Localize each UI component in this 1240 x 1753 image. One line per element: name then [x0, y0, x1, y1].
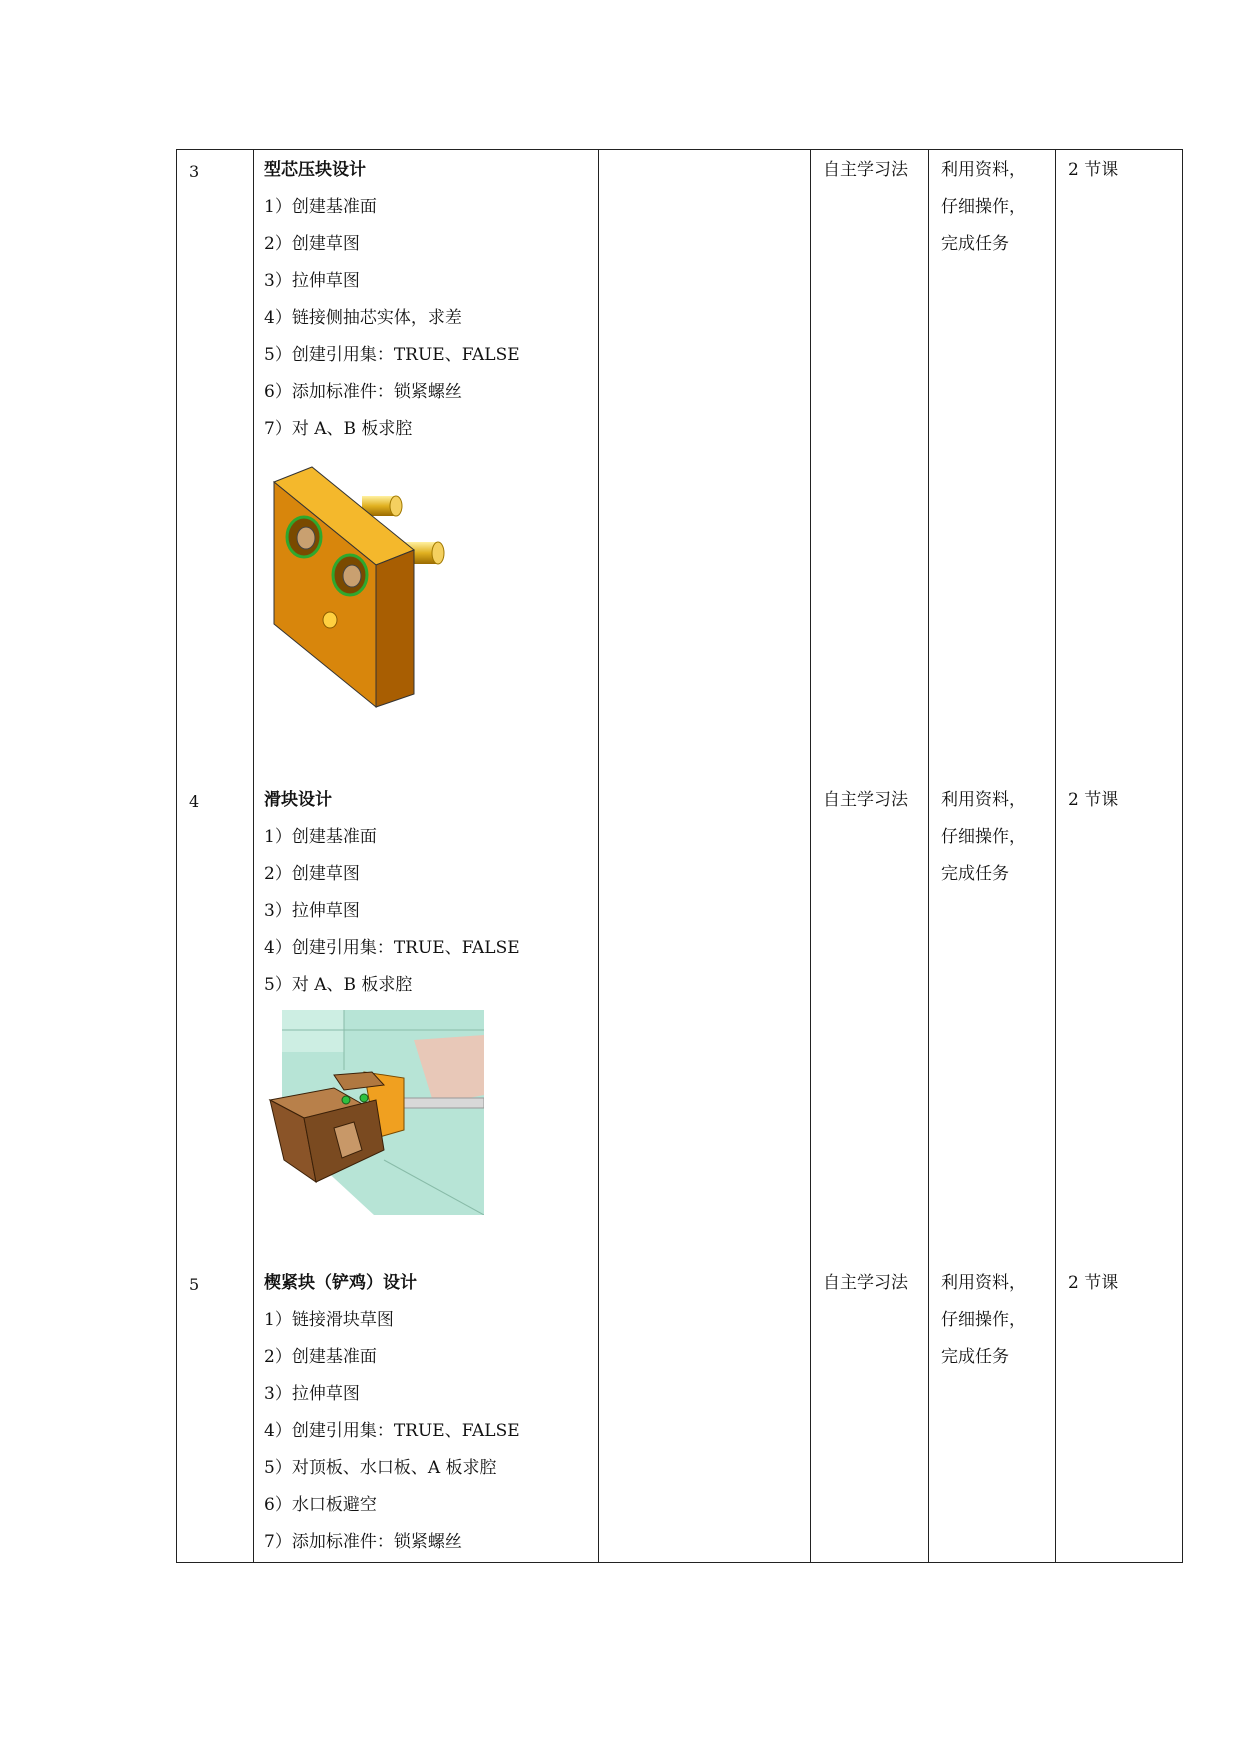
table-row — [177, 150, 1183, 1563]
class-hours: 2 节课 — [1068, 160, 1119, 180]
step-item: 5）对顶板、水口板、A 板求腔 — [264, 1458, 497, 1478]
screw-hole — [342, 1096, 350, 1104]
requirement-line: 利用资料， — [941, 1273, 1026, 1293]
step-item: 5）对 A、B 板求腔 — [264, 975, 413, 995]
step-item: 2）创建草图 — [264, 864, 360, 884]
method-column — [811, 150, 929, 1563]
step-item: 2）创建草图 — [264, 234, 360, 254]
section-number: 3 — [189, 162, 200, 181]
requirement-column — [929, 150, 1056, 1563]
lesson-plan-table — [176, 149, 1183, 1563]
requirement-block — [941, 1265, 1026, 1376]
lesson-title: 型芯压块设计 — [264, 160, 366, 180]
step-item: 4）创建引用集：TRUE、FALSE — [264, 938, 520, 958]
step-item: 1）创建基准面 — [264, 827, 377, 847]
step-item: 4）链接侧抽芯实体，求差 — [264, 308, 462, 328]
step-item: 1）链接滑块草图 — [264, 1310, 394, 1330]
teaching-method: 自主学习法 — [823, 790, 908, 810]
step-item: 5）创建引用集：TRUE、FALSE — [264, 345, 520, 365]
through-hole — [323, 612, 337, 628]
section-number: 4 — [189, 792, 200, 811]
step-item: 2）创建基准面 — [264, 1347, 377, 1367]
hours-column — [1056, 150, 1183, 1563]
step-item: 6）水口板避空 — [264, 1495, 377, 1515]
requirement-line: 完成任务 — [941, 864, 1009, 884]
step-item: 7）添加标准件：锁紧螺丝 — [264, 1532, 462, 1552]
step-item: 7）对 A、B 板求腔 — [264, 419, 413, 439]
requirement-block — [941, 782, 1026, 893]
requirement-line: 仔细操作， — [941, 1310, 1026, 1330]
lesson-title: 滑块设计 — [264, 790, 332, 810]
step-item: 3）拉伸草图 — [264, 1384, 360, 1404]
content-column — [254, 150, 599, 1563]
requirement-line: 仔细操作， — [941, 827, 1026, 847]
requirement-line: 利用资料， — [941, 160, 1026, 180]
teaching-method: 自主学习法 — [823, 1273, 908, 1293]
teaching-method: 自主学习法 — [823, 160, 908, 180]
step-item: 6）添加标准件：锁紧螺丝 — [264, 382, 462, 402]
screw-pocket — [287, 517, 321, 557]
lesson-block — [264, 162, 594, 732]
step-item: 4）创建引用集：TRUE、FALSE — [264, 1421, 520, 1441]
requirement-block — [941, 152, 1026, 263]
screw-hole — [360, 1094, 368, 1102]
step-item: 3）拉伸草图 — [264, 901, 360, 921]
block-side-face — [376, 550, 414, 707]
step-item: 1）创建基准面 — [264, 197, 377, 217]
requirement-line: 仔细操作， — [941, 197, 1026, 217]
requirement-line: 完成任务 — [941, 234, 1009, 254]
step-item: 3）拉伸草图 — [264, 271, 360, 291]
number-column — [177, 150, 254, 1563]
class-hours: 2 节课 — [1068, 790, 1119, 810]
lesson-block — [264, 1275, 594, 1561]
lesson-block — [264, 792, 594, 1215]
empty-column — [599, 150, 811, 1563]
lesson-title: 楔紧块（铲鸡）设计 — [264, 1273, 417, 1293]
screw-pocket — [333, 555, 367, 595]
slider-figure — [264, 1010, 484, 1215]
requirement-line: 完成任务 — [941, 1347, 1009, 1367]
class-hours: 2 节课 — [1068, 1273, 1119, 1293]
section-number: 5 — [189, 1275, 200, 1294]
mold-plate-top — [282, 1010, 344, 1052]
core-insert-figure — [264, 462, 454, 732]
requirement-line: 利用资料， — [941, 790, 1026, 810]
